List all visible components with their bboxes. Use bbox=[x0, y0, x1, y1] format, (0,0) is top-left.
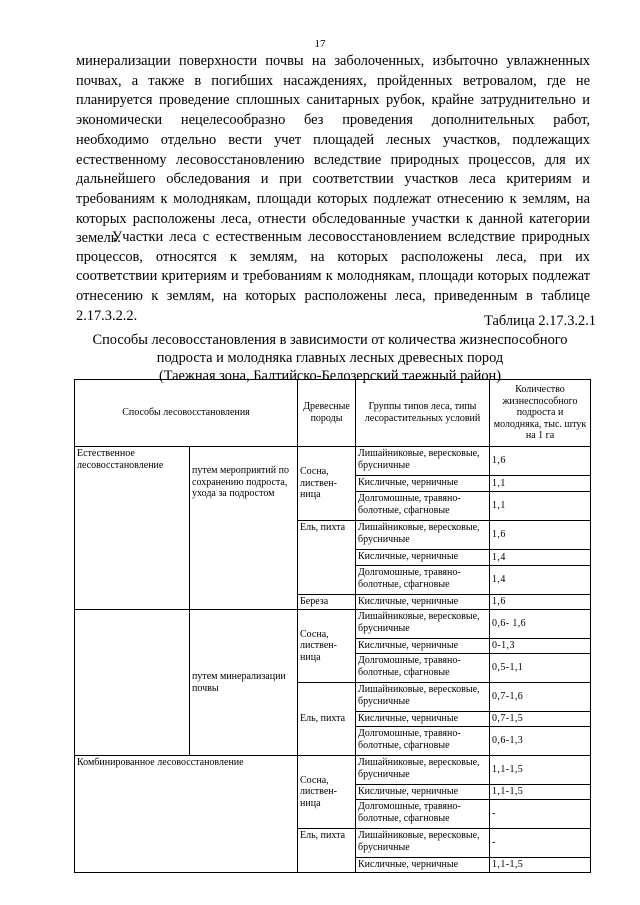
value-cell: 0,6-1,3 bbox=[490, 727, 591, 756]
forest-type-cell: Долгомошные, травяно-болотные, сфагновые bbox=[356, 492, 490, 521]
paragraph-2-text: Участки леса с естественным лесовосстановлением вследствие природных процессов, относятся к землям, на которых расположены леса, при их соответствии критериям и требованиям к молоднякам, площади которых подлежат отнесению к землям, на которых расположены леса, приведенным в таблице 2.17.3.2.2. bbox=[76, 229, 590, 324]
value-cell: 1,1 bbox=[490, 492, 591, 521]
table-row bbox=[75, 756, 591, 785]
forest-type-cell: Кисличные, черничные bbox=[356, 550, 490, 566]
forest-type-cell: Лишайниковые, вересковые, брусничные bbox=[356, 829, 490, 858]
paragraph-1 bbox=[76, 52, 590, 249]
table-title-line-1: Способы лесовосстановления в зависимости от количества жизнеспособного bbox=[92, 332, 568, 348]
page-number: 17 bbox=[314, 38, 326, 50]
table-row bbox=[75, 447, 591, 476]
forest-type-cell: Кисличные, черничные bbox=[356, 785, 490, 800]
value-cell: - bbox=[490, 800, 591, 829]
forest-type-cell: Кисличные, черничные bbox=[356, 712, 490, 727]
paragraph-2 bbox=[76, 228, 590, 327]
species-birch: Береза bbox=[298, 595, 356, 610]
paragraph-1-text: минерализации поверхности почвы на заболоченных, избыточно увлажненных почвах, а также в погибших насаждениях, пройденных ветровалом, где не планируется проведение сплошных санитарных рубок, крайне затруднительно и экономически нецелесообразно без проведения дополнительных работ, необходимо отдельно вести учет площадей лесных участков, подлежащих естественному лесовосстановлению вследствие природных процессов, для их дальнейшего обследования и при соответствии участков леса критериям и требованиям к молоднякам, площади которых подлежат отнесению к землям, на которых расположены леса, отнести обследованные участки к данной категории земель. bbox=[76, 53, 590, 247]
value-cell: 1,1-1,5 bbox=[490, 785, 591, 800]
forest-type-cell: Кисличные, черничные bbox=[356, 858, 490, 873]
header-species: Древесные породы bbox=[298, 380, 356, 447]
value-cell: 0-1,3 bbox=[490, 639, 591, 654]
species-pine-larch: Сосна, листвен-ница bbox=[298, 610, 356, 683]
header-forest-types: Группы типов леса, типы лесорастительных условий bbox=[356, 380, 490, 447]
value-cell: 1,4 bbox=[490, 550, 591, 566]
value-cell: 0,6- 1,6 bbox=[490, 610, 591, 639]
value-cell: 1,4 bbox=[490, 566, 591, 595]
forest-type-cell: Лишайниковые, вересковые, брусничные bbox=[356, 683, 490, 712]
forest-type-cell: Кисличные, черничные bbox=[356, 476, 490, 492]
value-cell: 1,1-1,5 bbox=[490, 756, 591, 785]
table-number: Таблица 2.17.3.2.1 bbox=[484, 313, 596, 329]
header-quantity: Количество жизнеспособного подроста и молодняка, тыс. штук на 1 га bbox=[490, 380, 591, 447]
forest-type-cell: Лишайниковые, вересковые, брусничные bbox=[356, 521, 490, 550]
table-row bbox=[75, 610, 591, 639]
method-natural: Естественное лесовосстановление bbox=[75, 447, 190, 610]
value-cell: 1,6 bbox=[490, 595, 591, 610]
method-natural-continued bbox=[75, 610, 190, 756]
value-cell: - bbox=[490, 829, 591, 858]
species-spruce-fir: Ель, пихта bbox=[298, 521, 356, 595]
forest-type-cell: Долгомошные, травяно-болотные, сфагновые bbox=[356, 800, 490, 829]
species-spruce-fir: Ель, пихта bbox=[298, 829, 356, 873]
reforestation-table bbox=[74, 379, 591, 873]
method-natural-sub1: путем мероприятий по сохранению подроста, ухода за подростом bbox=[190, 447, 298, 610]
forest-type-cell: Долгомошные, травяно-болотные, сфагновые bbox=[356, 727, 490, 756]
value-cell: 0,7-1,5 bbox=[490, 712, 591, 727]
value-cell: 1,1-1,5 bbox=[490, 858, 591, 873]
value-cell: 0,5-1,1 bbox=[490, 654, 591, 683]
forest-type-cell: Долгомошные, травяно-болотные, сфагновые bbox=[356, 566, 490, 595]
species-spruce-fir: Ель, пихта bbox=[298, 683, 356, 756]
table-header-row bbox=[75, 380, 591, 447]
forest-type-cell: Лишайниковые, вересковые, брусничные bbox=[356, 610, 490, 639]
value-cell: 0,7-1,6 bbox=[490, 683, 591, 712]
value-cell: 1,1 bbox=[490, 476, 591, 492]
forest-type-cell: Кисличные, черничные bbox=[356, 639, 490, 654]
forest-type-cell: Лишайниковые, вересковые, брусничные bbox=[356, 447, 490, 476]
forest-type-cell: Долгомошные, травяно-болотные, сфагновые bbox=[356, 654, 490, 683]
header-method: Способы лесовосстановления bbox=[75, 380, 298, 447]
value-cell: 1,6 bbox=[490, 447, 591, 476]
method-natural-sub2: путем минерализации почвы bbox=[190, 610, 298, 756]
forest-type-cell: Лишайниковые, вересковые, брусничные bbox=[356, 756, 490, 785]
value-cell: 1,6 bbox=[490, 521, 591, 550]
table-title bbox=[70, 331, 590, 385]
forest-type-cell: Кисличные, черничные bbox=[356, 595, 490, 610]
table-title-line-2: подроста и молодняка главных лесных древесных пород bbox=[156, 350, 504, 366]
species-pine-larch: Сосна, листвен-ница bbox=[298, 756, 356, 829]
table-title-line-3: (Таежная зона, Балтийско-Белозерский таежный район) bbox=[158, 368, 502, 384]
species-pine-larch: Сосна, листвен-ница bbox=[298, 447, 356, 521]
method-combined: Комбинированное лесовосстановление bbox=[75, 756, 298, 873]
